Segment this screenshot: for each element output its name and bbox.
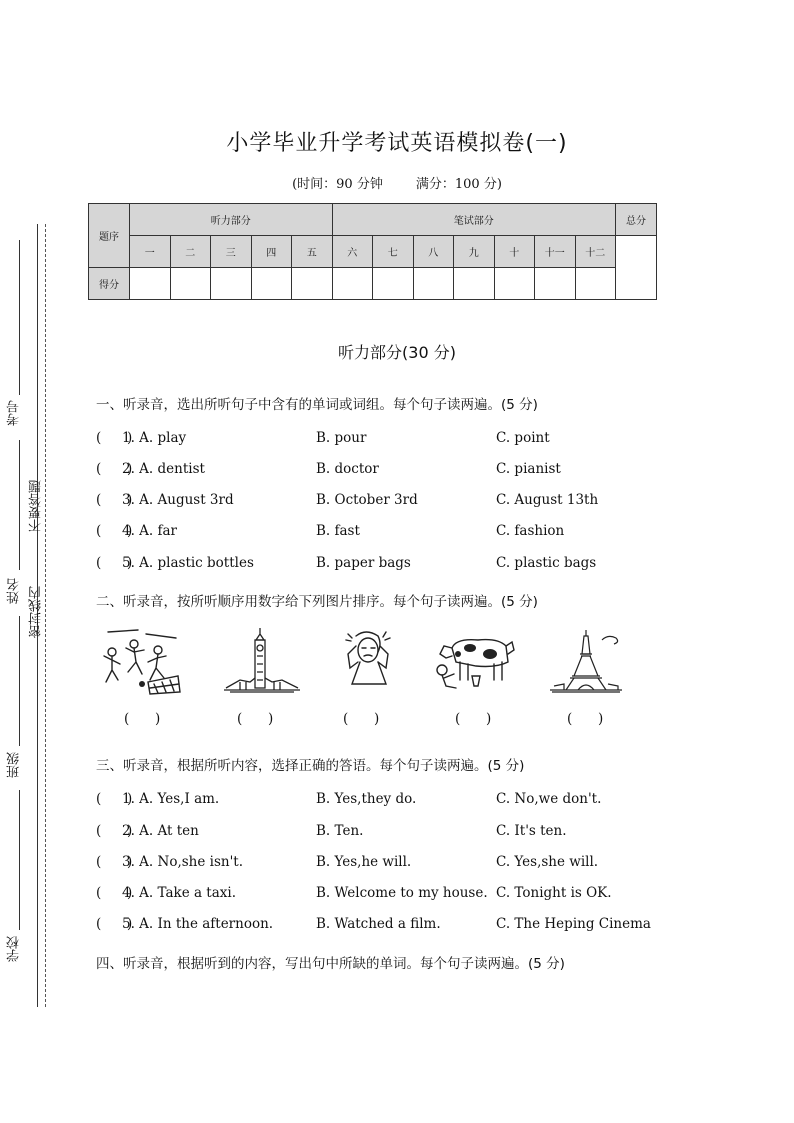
eiffel-tower-picture (544, 626, 628, 696)
score-cell[interactable] (575, 268, 616, 300)
answer-blank[interactable]: ( ) (96, 885, 133, 901)
question-number: 二 (170, 236, 211, 268)
option-c: C. fashion (496, 523, 565, 539)
school-line (19, 790, 20, 930)
option-a: 2. A. At ten (122, 823, 199, 839)
option-b: B. pour (316, 430, 367, 446)
option-a: 4. A. Take a taxi. (122, 885, 237, 901)
score-cell[interactable] (211, 268, 252, 300)
headache-person-picture (326, 626, 410, 696)
row-label-order: 题序 (89, 204, 130, 268)
option-b: B. doctor (316, 461, 379, 477)
picture-1-blank[interactable]: ( ) (124, 711, 161, 727)
seal-line-label: 密封线内 (29, 586, 44, 638)
big-ben-tower-picture (220, 626, 304, 696)
score-cell[interactable] (130, 268, 171, 300)
answer-blank[interactable]: ( ) (96, 854, 133, 870)
listening-part-header: 听力部分 (130, 204, 333, 236)
question-number: 八 (413, 236, 454, 268)
total-header: 总分 (616, 204, 657, 236)
option-a: 1. A. play (122, 430, 187, 446)
question-number: 五 (292, 236, 333, 268)
milking-cow-picture (432, 626, 516, 696)
score-cell[interactable] (292, 268, 333, 300)
picture-3-blank[interactable]: ( ) (343, 711, 380, 727)
answer-blank[interactable]: ( ) (96, 461, 133, 477)
question-number: 三 (211, 236, 252, 268)
name-line (19, 440, 20, 570)
answer-blank[interactable]: ( ) (96, 555, 133, 571)
question-number: 九 (454, 236, 495, 268)
score-cell[interactable] (332, 268, 373, 300)
option-c: C. The Heping Cinema (496, 916, 651, 932)
no-answer-label: 不要答题 (29, 480, 44, 532)
question-number: 七 (373, 236, 414, 268)
option-c: C. Tonight is OK. (496, 885, 612, 901)
school-label: 学校 (7, 936, 22, 962)
option-c: C. pianist (496, 461, 561, 477)
option-b: B. Ten. (316, 823, 364, 839)
option-b: B. Yes,they do. (316, 791, 417, 807)
picture-2-blank[interactable]: ( ) (237, 711, 274, 727)
score-cell[interactable] (251, 268, 292, 300)
answer-blank[interactable]: ( ) (96, 916, 133, 932)
option-a: 2. A. dentist (122, 461, 205, 477)
total-score-cell[interactable] (616, 236, 657, 300)
football-players-picture (98, 626, 182, 696)
answer-blank[interactable]: ( ) (96, 492, 133, 508)
class-line (19, 616, 20, 746)
exam-info: (时间：90 分钟 满分：100 分) (292, 177, 502, 192)
option-c: C. It's ten. (496, 823, 567, 839)
question-number: 一 (130, 236, 171, 268)
option-a: 5. A. plastic bottles (122, 555, 254, 571)
option-c: C. point (496, 430, 550, 446)
option-a: 5. A. In the afternoon. (122, 916, 274, 932)
exam-number-label: 考号 (7, 400, 22, 426)
option-a: 4. A. far (122, 523, 178, 539)
section-2-heading: 二、听录音，按所听顺序用数字给下列图片排序。每个句子读两遍。(5 分) (96, 594, 538, 610)
question-number: 十一 (535, 236, 576, 268)
score-cell[interactable] (373, 268, 414, 300)
option-b: B. Welcome to my house. (316, 885, 488, 901)
name-label: 姓名 (7, 578, 22, 604)
score-cell[interactable] (170, 268, 211, 300)
answer-blank[interactable]: ( ) (96, 791, 133, 807)
question-number: 六 (332, 236, 373, 268)
class-label: 班级 (7, 752, 22, 778)
row-label-score: 得分 (89, 268, 130, 300)
question-number: 十 (494, 236, 535, 268)
picture-5-blank[interactable]: ( ) (567, 711, 604, 727)
page-title: 小学毕业升学考试英语模拟卷(一) (226, 131, 568, 156)
written-part-header: 笔试部分 (332, 204, 616, 236)
score-cell[interactable] (454, 268, 495, 300)
score-table (88, 203, 657, 300)
option-c: C. plastic bags (496, 555, 597, 571)
option-c: C. August 13th (496, 492, 599, 508)
question-number: 十二 (575, 236, 616, 268)
exam-number-line (19, 240, 20, 395)
listening-section-heading: 听力部分(30 分) (338, 343, 456, 362)
option-a: 3. A. No,she isn't. (122, 854, 244, 870)
option-b: B. paper bags (316, 555, 411, 571)
option-b: B. Watched a film. (316, 916, 441, 932)
answer-blank[interactable]: ( ) (96, 430, 133, 446)
option-a: 1. A. Yes,I am. (122, 791, 220, 807)
picture-4-blank[interactable]: ( ) (455, 711, 492, 727)
option-b: B. Yes,he will. (316, 854, 412, 870)
section-1-heading: 一、听录音，选出所听句子中含有的单词或词组。每个句子读两遍。(5 分) (96, 397, 538, 413)
question-number: 四 (251, 236, 292, 268)
option-c: C. No,we don't. (496, 791, 602, 807)
option-b: B. October 3rd (316, 492, 418, 508)
section-3-heading: 三、听录音，根据所听内容，选择正确的答语。每个句子读两遍。(5 分) (96, 758, 525, 774)
option-c: C. Yes,she will. (496, 854, 599, 870)
option-b: B. fast (316, 523, 360, 539)
option-a: 3. A. August 3rd (122, 492, 234, 508)
score-cell[interactable] (494, 268, 535, 300)
section-4-heading: 四、听录音，根据听到的内容，写出句中所缺的单词。每个句子读两遍。(5 分) (96, 956, 565, 972)
answer-blank[interactable]: ( ) (96, 523, 133, 539)
answer-blank[interactable]: ( ) (96, 823, 133, 839)
score-cell[interactable] (535, 268, 576, 300)
score-cell[interactable] (413, 268, 454, 300)
